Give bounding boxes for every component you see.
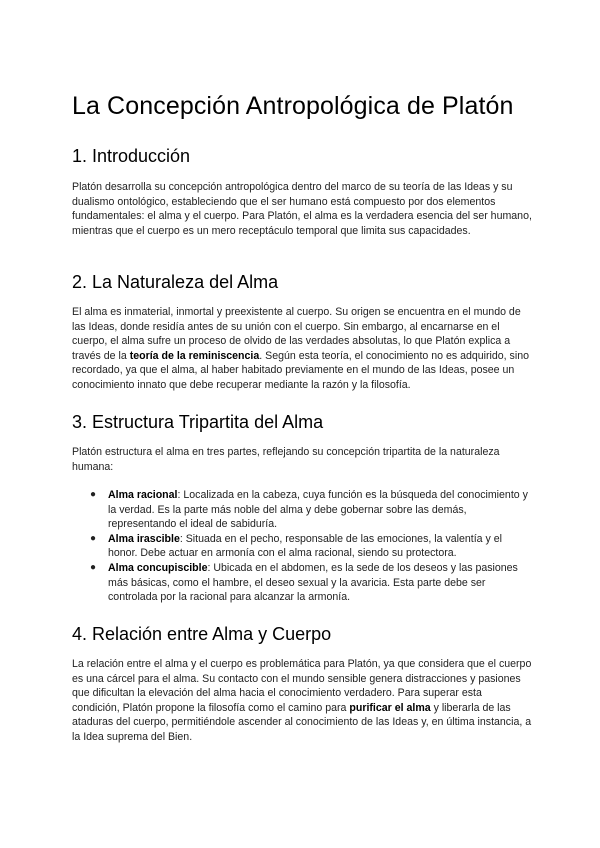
page-title: La Concepción Antropológica de Platón [72,92,514,120]
section-paragraph-naturaleza [72,305,532,393]
paragraph-text: . Según esta teoría, el conocimiento no es adquirido, sino recordado, ya que el alma, al haber habitado previamente en el mundo de las Ideas, posee un conocimiento innato que debe recuperar mediante la razón y la filosofía. [72,349,529,391]
paragraph-text: El alma es inmaterial, inmortal y preexistente al cuerpo. Su origen se encuentra en el mundo de las Ideas, donde residía antes de su unión con el cuerpo. Sin embargo, al encarnarse en el cuerpo, el alma sufre un proceso de olvido de las verdades absolutas, lo que Platón explica a través de la [72,306,521,362]
paragraph-text: La relación entre el alma y el cuerpo es problemática para Platón, ya que considera que el cuerpo es una cárcel para el alma. Su contacto con el mundo sensible genera distracciones y pasiones que dificultan la elevación del alma hacia el conocimiento verdadero. Para superar esta condición, Platón propone la filosofía como el camino para [72,658,532,714]
list-item-term: Alma racional [108,489,178,501]
bullet-icon: ● [90,561,97,573]
section-paragraph-relacion [72,657,532,745]
list-item-term: Alma concupiscible [108,561,208,574]
section-heading-naturaleza: 2. La Naturaleza del Alma [72,272,279,292]
bullet-icon: ● [90,489,97,500]
section-heading-estructura: 3. Estructura Tripartita del Alma [72,412,324,432]
paragraph-text: y liberarla de las ataduras del cuerpo, permitiéndole ascender al conocimiento de las Ideas y, en última instancia, a la Idea suprema del Bien. [72,701,532,743]
list-item-alma-irascible [90,532,530,561]
tripartite-list [90,488,530,605]
bullet-icon: ● [90,532,97,544]
list-item-alma-racional [90,488,530,532]
list-item-text: : Localizada en la cabeza, cuya función es la búsqueda del conocimiento y la verdad. Es la parte más noble del alma y debe gobernar sobre las demás, representando el ideal de sabiduría. [108,489,528,531]
list-item-alma-concupiscible [90,561,530,605]
section-heading-relacion: 4. Relación entre Alma y Cuerpo [72,624,332,644]
bold-term-purificar: purificar el alma [349,701,431,714]
list-item-term: Alma irascible [108,532,180,545]
section-heading-introduccion: 1. Introducción [72,146,191,166]
list-item-text: : Ubicada en el abdomen, es la sede de los deseos y las pasiones más básicas, como el hambre, el deseo sexual y la avaricia. Esta parte debe ser controlada por la racional para alcanzar la armonía. [108,561,518,604]
bold-term-reminiscencia: teoría de la reminiscencia [129,349,260,362]
list-item-text: : Situada en el pecho, responsable de las emociones, la valentía y el honor. Debe actuar en armonía con el alma racional, siendo su protectora. [108,532,502,560]
section-paragraph-introduccion: Platón desarrolla su concepción antropológica dentro del marco de su teoría de las Ideas y su dualismo ontológico, estableciendo que el ser humano está compuesto por dos elementos fundamentales: el alma y el cuerpo. Para Platón, el alma es la verdadera esencia del ser humano, mientras que el cuerpo es un mero receptáculo temporal que limita sus capacidades. [72,181,532,237]
section-paragraph-estructura: Platón estructura el alma en tres partes, reflejando su concepción tripartita de la naturaleza humana: [72,446,500,473]
